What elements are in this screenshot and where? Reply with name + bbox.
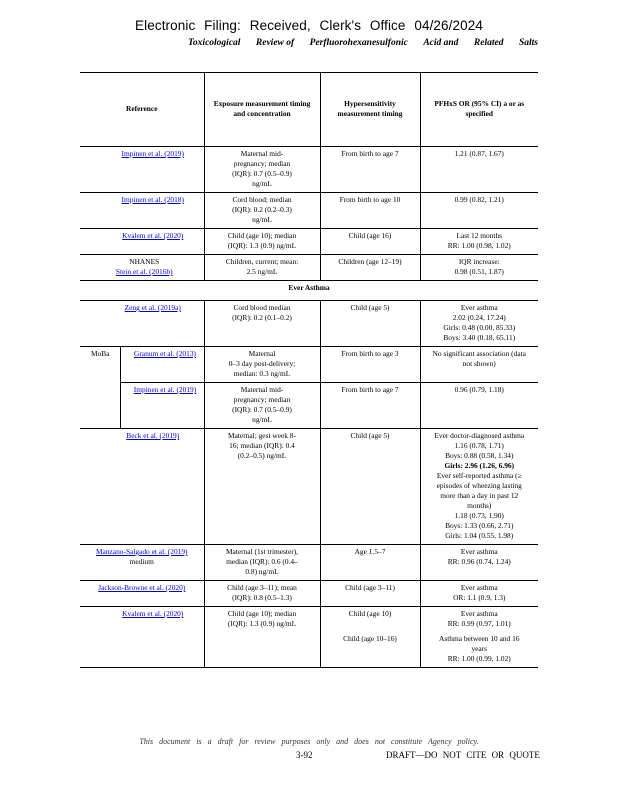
cohort-label: NHANES (129, 257, 160, 266)
exposure-line: median (IQR): 0.6 (0.4– (226, 557, 298, 566)
exposure-line: Child (age 10); median (227, 609, 297, 618)
result-line: 1.16 (0.78, 1.71) (454, 441, 504, 450)
table-row (80, 429, 538, 545)
timing-cell: From birth to age 3 (320, 347, 420, 383)
table-row (80, 301, 538, 347)
result-line: 2.02 (0.24, 17.24) (452, 313, 506, 322)
result-line: Girls: 1.04 (0.55, 1.98) (445, 531, 514, 540)
exposure-line: Maternal mid- (240, 149, 284, 158)
exposure-line: (IQR): 1.3 (0.9) ng/mL (227, 241, 297, 250)
exposure-line: Maternal mid- (240, 385, 284, 394)
exposure-line: 0–3 day post-delivery; (228, 359, 296, 368)
result-line: 1.18 (0.73, 1.90) (454, 511, 504, 520)
result-line: years (471, 644, 488, 653)
table-row (80, 229, 538, 255)
table-row (80, 545, 538, 581)
timing-cell: From birth to age 7 (320, 147, 420, 193)
result-line: more than a day in past 12 (440, 491, 519, 500)
exposure-line: (0.2–0.5) ng/mL (237, 451, 287, 460)
exposure-line: (IQR): 1.3 (0.9) ng/mL (227, 619, 297, 628)
header-reference: Reference (80, 73, 204, 147)
exposure-line: Children, current; mean: (225, 257, 299, 266)
result-line: OR: 1.1 (0.9, 1.3) (453, 593, 506, 602)
result-line: RR: 1.00 (0.99, 1.02) (447, 654, 511, 663)
table-row (80, 347, 538, 383)
exposure-line: ng/mL (252, 215, 272, 224)
exposure-line: ng/mL (252, 179, 272, 188)
timing-cell: Child (age 10–16) (320, 632, 420, 668)
result-line: Boys: 0.88 (0.58, 1.34) (445, 451, 514, 460)
reference-link[interactable]: Zeng et al. (2019a) (124, 303, 181, 312)
exposure-line: Maternal (248, 349, 276, 358)
subtitle-part: Perfluorohexanesulfonic (309, 38, 408, 48)
exposure-line: (IQR): 0.2 (0.2–0.3) (232, 205, 292, 214)
timing-cell: Child (age 3–11) (320, 581, 420, 607)
result-line: Boys: 3.40 (0.18, 65.11) (443, 333, 516, 342)
result-line: 0.96 (0.79, 1.18) (454, 385, 504, 394)
result-line: not shown) (462, 359, 496, 368)
result-line: IQR increase: (458, 257, 500, 266)
exposure-line: Maternal; gest week 8- (228, 431, 296, 440)
reference-link[interactable]: Granum et al. (2013) (134, 349, 196, 358)
result-line: Ever asthma (460, 547, 498, 556)
table-row (80, 383, 538, 429)
reference-link[interactable]: Kvalem et al. (2020) (122, 231, 184, 240)
result-line: Ever asthma (460, 303, 498, 312)
result-line: Girls: 2.96 (1.26, 6.96) (444, 461, 515, 470)
timing-cell: From birth to age 10 (320, 193, 420, 229)
timing-cell: Child (age 5) (320, 429, 420, 545)
header-hypersensitivity: Hypersensitivity measurement timing (320, 73, 420, 147)
subtitle-part: Salts (518, 38, 538, 48)
result-line: Ever asthma (460, 609, 498, 618)
exposure-line: 16; median (IQR): 0.4 (229, 441, 295, 450)
timing-cell: Age 1.5–7 (320, 545, 420, 581)
header-exposure: Exposure measurement timing and concentration (204, 73, 320, 147)
result-line: Last 12 months (456, 231, 503, 240)
table-row (80, 255, 538, 281)
exposure-line: Maternal (1st trimester), (225, 547, 299, 556)
exposure-line: Cord blood; median (232, 195, 292, 204)
reference-line: medium (129, 557, 154, 566)
result-line: 1.21 (0.87, 1.67) (454, 149, 504, 158)
result-line: 0.98 (0.51, 1.87) (454, 267, 504, 276)
result-line: RR: 0.99 (0.97, 1.01) (447, 619, 511, 628)
exposure-line: (IQR): 0.2 (0.1–0.2) (232, 313, 292, 322)
reference-link[interactable]: Kvalem et al. (2020) (122, 609, 184, 618)
result-line: Ever asthma (460, 583, 498, 592)
table-row (80, 581, 538, 607)
exposure-line: Child (age 10); median (227, 231, 297, 240)
result-line: episodes of wheezing lasting (436, 481, 522, 490)
result-line: Asthma between 10 and 16 (439, 634, 520, 643)
cohort-label: MoBa (80, 347, 120, 429)
subtitle-part: Related (473, 38, 504, 48)
result-line: No significant association (data (432, 349, 526, 358)
document-subtitle (188, 38, 538, 48)
exposure-line: Cord blood median (233, 303, 291, 312)
result-line: Girls: 0.48 (0.00, 85.33) (443, 323, 516, 332)
table-row (80, 607, 538, 633)
exposure-line: Child (age 3–11); mean (227, 583, 297, 592)
table-row (80, 193, 538, 229)
exposure-line: 0.8) ng/mL (245, 567, 279, 576)
result-line: Boys: 1.33 (0.66, 2.71) (445, 521, 514, 530)
page-number: 3-92 (296, 750, 313, 760)
exposure-line: (IQR): 0.7 (0.5–0.9) (232, 169, 292, 178)
exposure-line: (IQR): 0.8 (0.5–1.3) (232, 593, 292, 602)
asthma-results-table (80, 72, 538, 668)
subtitle-part: Acid and (423, 38, 459, 48)
result-line: Ever self-reported asthma (≥ (436, 471, 522, 480)
reference-link[interactable]: Impinen et al. (2019) (133, 385, 197, 394)
timing-cell: Children (age 12–19) (320, 255, 420, 281)
reference-link[interactable]: Impinen et al. (2019) (121, 149, 184, 158)
filing-stamp: Electronic Filing: Received, Clerk's Office 04/26/2024 (135, 18, 483, 33)
reference-link[interactable]: Stein et al. (2016b) (115, 267, 173, 276)
exposure-line: median: 0.3 ng/mL (233, 369, 291, 378)
result-line: RR: 0.96 (0.74, 1.24) (447, 557, 511, 566)
reference-link[interactable]: Jackson-Browne et al. (2020) (98, 583, 186, 592)
timing-cell: Child (age 5) (320, 301, 420, 347)
exposure-line: (IQR): 0.7 (0.5–0.9) (232, 405, 292, 414)
result-line: months) (467, 501, 492, 510)
draft-notice: DRAFT—DO NOT CITE OR QUOTE (386, 750, 540, 760)
exposure-line: pregnancy; median (233, 159, 291, 168)
header-result: PFHxS OR (95% CI) a or as specified (420, 73, 538, 147)
exposure-line: pregnancy; median (233, 395, 291, 404)
draft-disclaimer: This document is a draft for review purposes only and does not constitute Agency policy. (139, 737, 479, 746)
result-line: RR: 1.00 (0.98, 1.02) (447, 241, 511, 250)
section-title: Ever Asthma (80, 281, 538, 301)
table-row (80, 147, 538, 193)
section-row (80, 281, 538, 301)
table-header-row (80, 73, 538, 147)
subtitle-part: Toxicological (188, 38, 241, 48)
reference-link[interactable]: Impinen et al. (2018) (121, 195, 184, 204)
timing-cell: Child (age 10) (320, 607, 420, 633)
result-line: 0.99 (0.82, 1.21) (454, 195, 504, 204)
reference-link[interactable]: Beck et al. (2019) (126, 431, 180, 440)
timing-cell: Child (age 16) (320, 229, 420, 255)
exposure-line: ng/mL (252, 415, 272, 424)
exposure-line: 2.5 ng/mL (246, 267, 278, 276)
subtitle-part: Review of (255, 38, 295, 48)
result-line: Ever doctor-diagnosed asthma (434, 431, 525, 440)
reference-link[interactable]: Manzano-Salgado et al. (2019) (95, 547, 188, 556)
timing-cell: From birth to age 7 (320, 383, 420, 429)
